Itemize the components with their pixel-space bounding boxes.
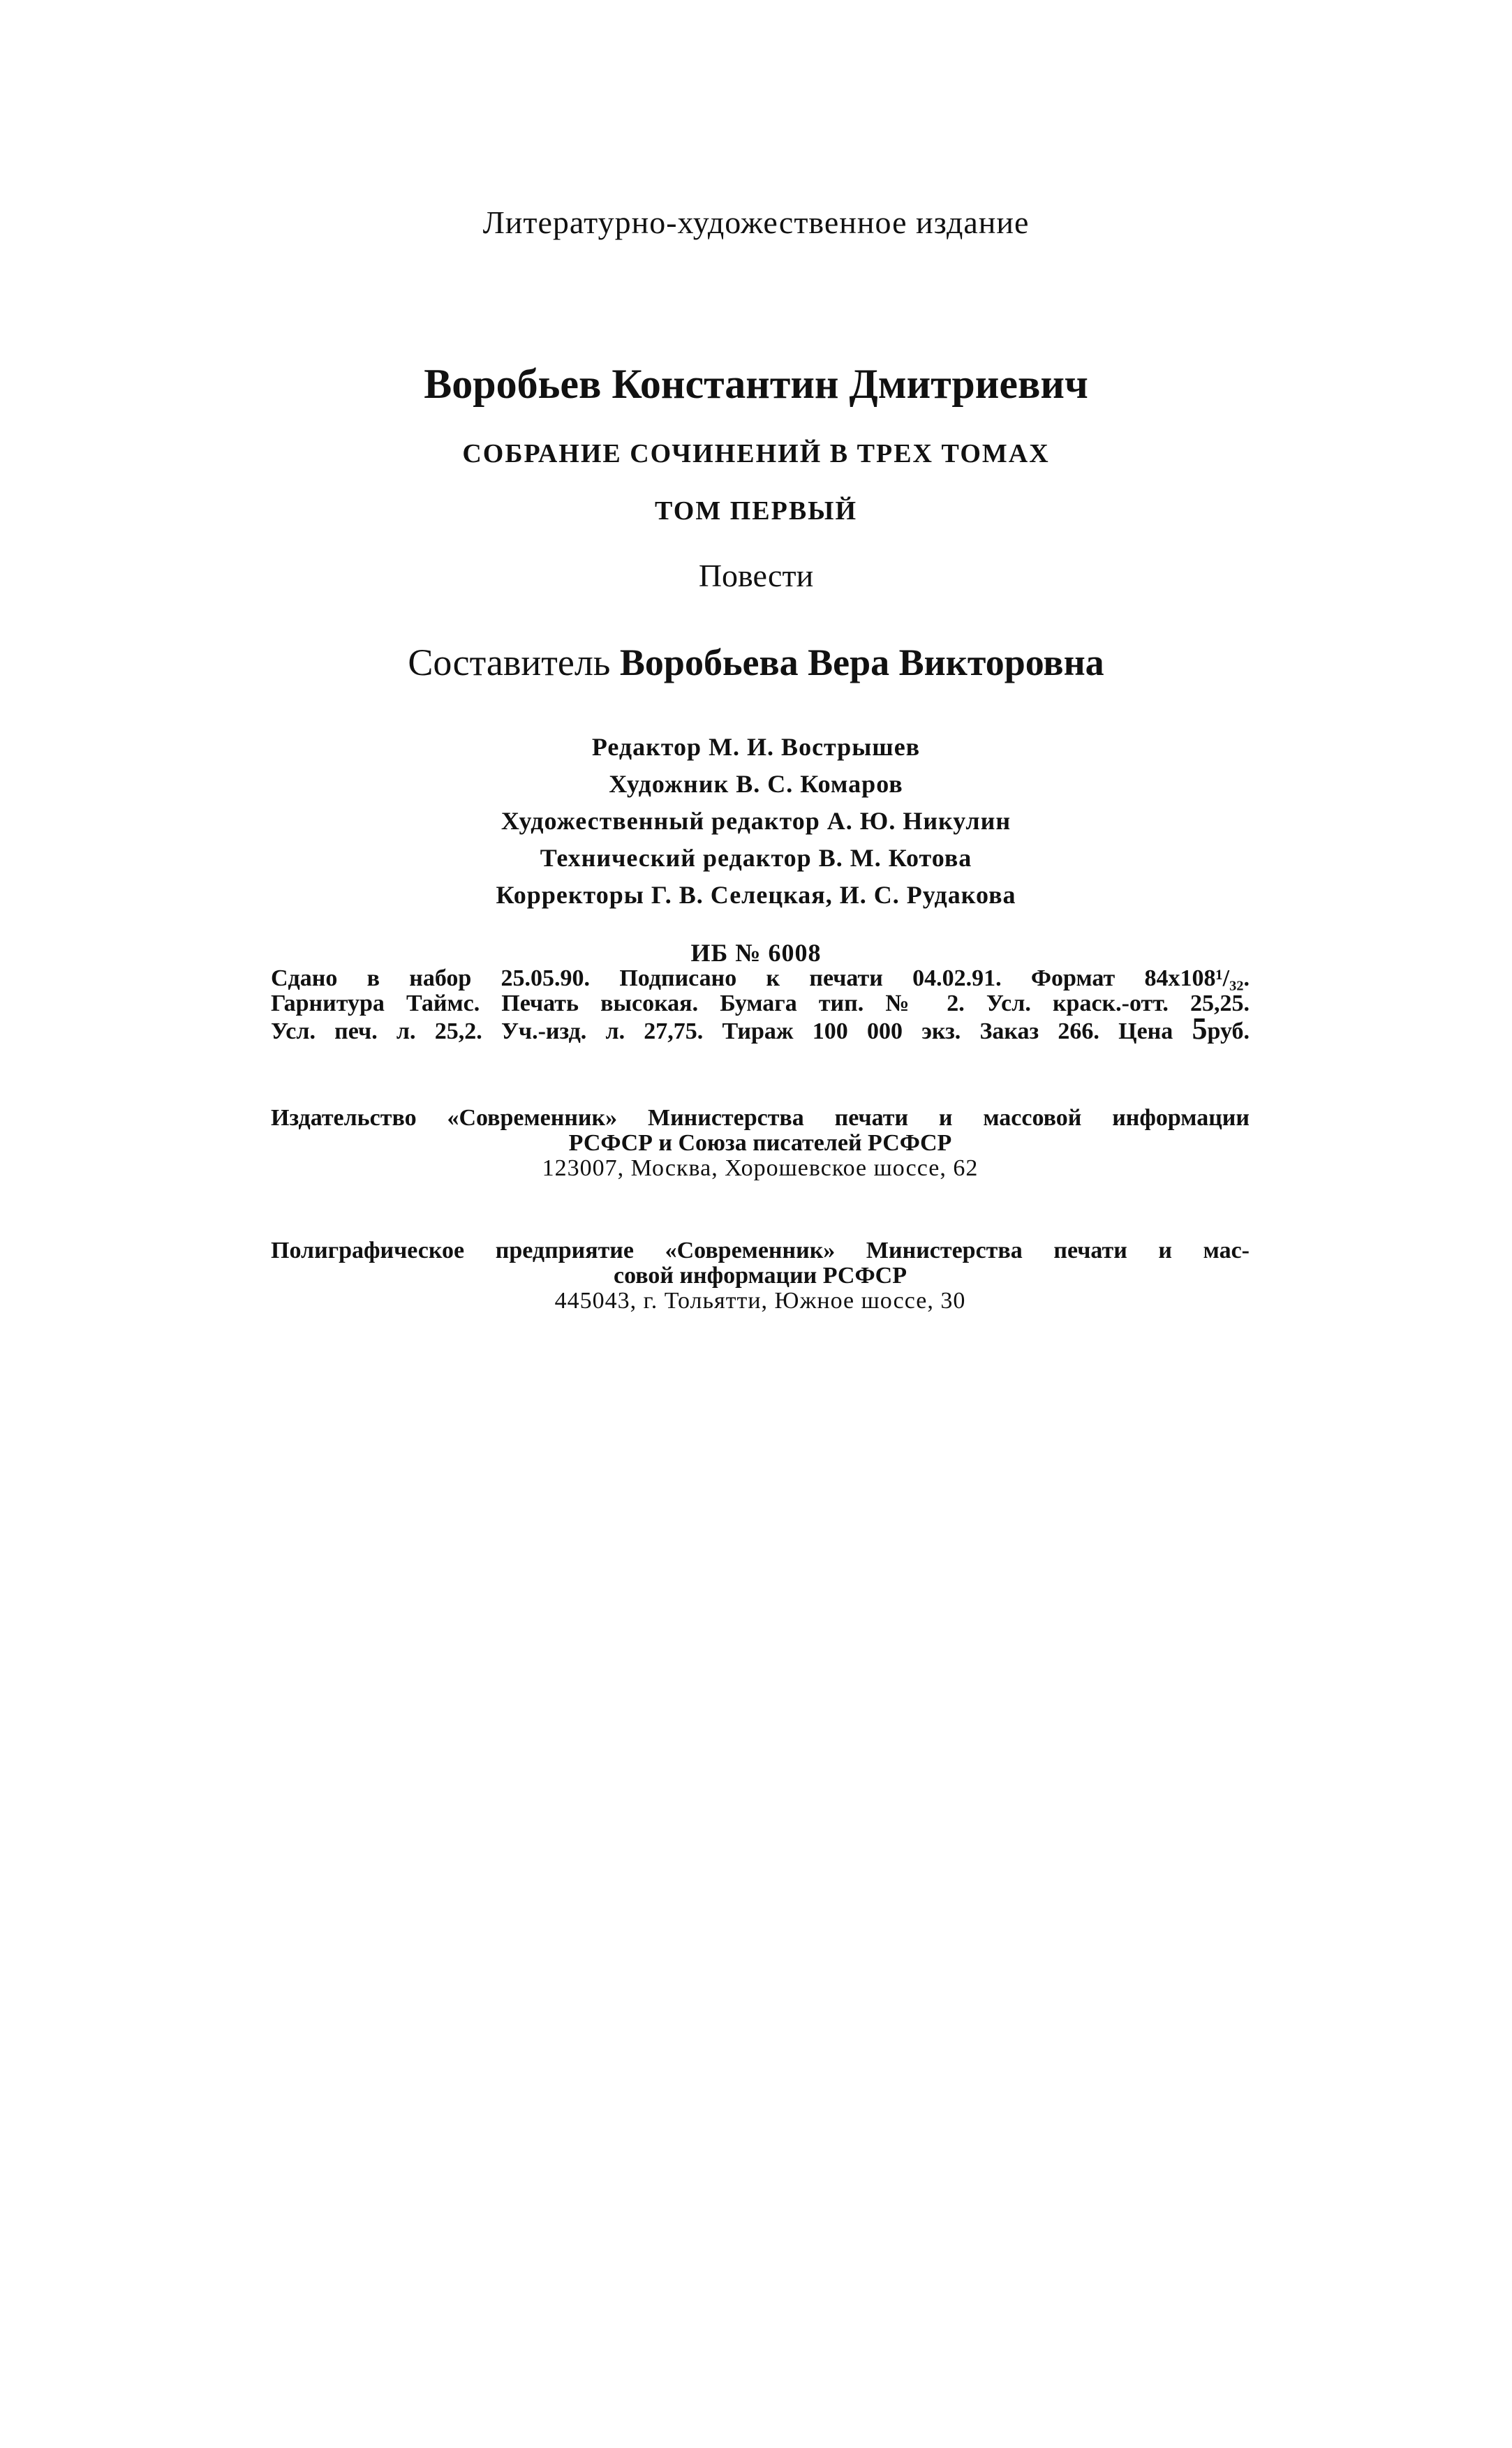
credit-tech-editor (0, 840, 1512, 877)
compiler-name: Воробьева Вера Викторовна (619, 641, 1104, 683)
compiler-line (0, 641, 1512, 684)
print-data-line-3 (271, 1011, 1250, 1046)
credit-role: Корректоры (496, 881, 644, 909)
credit-person: В. С. Комаров (736, 770, 903, 798)
print-data-line-1: Сдано в набор 25.05.90. Подписано к печати 04.02.91. Формат 84x108¹/₃₂. (271, 965, 1250, 991)
genre: Повести (698, 558, 814, 593)
credit-editor (0, 729, 1512, 766)
credits-list (0, 729, 1512, 914)
publisher-address: 123007, Москва, Хорошевское шоссе, 62 (542, 1155, 979, 1181)
credit-role: Художественный редактор (501, 807, 820, 835)
credit-person: А. Ю. Никулин (827, 807, 1011, 835)
publisher-line-1: Издательство «Современник» Министерства печати и массовой информации (271, 1105, 1250, 1131)
publisher-line-2: РСФСР и Союза писателей РСФСР (568, 1130, 952, 1156)
author-name: Воробьев Константин Дмитриевич (424, 361, 1088, 407)
credit-proofreaders (0, 877, 1512, 914)
ib-number: ИБ № 6008 (690, 939, 822, 967)
printer-address: 445043, г. Тольятти, Южное шоссе, 30 (554, 1288, 966, 1314)
volume-title: ТОМ ПЕРВЫЙ (654, 496, 858, 526)
credit-role: Редактор (591, 733, 702, 761)
print-data-line-3-text: Усл. печ. л. 25,2. Уч.-изд. л. 27,75. Тираж 100 000 экз. Заказ 266. Цена (271, 1018, 1192, 1044)
price-unit: руб. (1207, 1018, 1250, 1044)
printer-line-2: совой информации РСФСР (613, 1263, 907, 1289)
credit-role: Художник (609, 770, 729, 798)
edition-type: Литературно-художественное издание (482, 205, 1030, 240)
credit-person: М. И. Вострышев (709, 733, 921, 761)
compiler-role: Составитель (408, 641, 611, 683)
print-data-block (271, 966, 1250, 1044)
credit-person: В. М. Котова (818, 844, 972, 872)
publisher-block (271, 1106, 1250, 1181)
credit-person: Г. В. Селецкая, И. С. Рудакова (651, 881, 1016, 909)
printer-line-1: Полиграфическое предприятие «Современник» Министерства печати и мас- (271, 1238, 1250, 1263)
price-number: 5 (1192, 1011, 1208, 1046)
print-data-line-2: Гарнитура Таймс. Печать высокая. Бумага тип. № 2. Усл. краск.-отт. 25,25. (271, 991, 1250, 1016)
collection-title: СОБРАНИЕ СОЧИНЕНИЙ В ТРЕХ ТОМАХ (462, 439, 1050, 468)
credit-art-editor (0, 803, 1512, 840)
credit-role: Технический редактор (540, 844, 812, 872)
printer-block (271, 1238, 1250, 1314)
credit-artist (0, 766, 1512, 803)
